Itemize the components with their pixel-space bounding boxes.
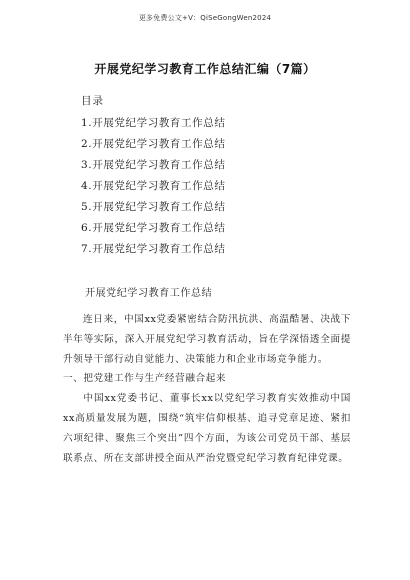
intro-paragraph-text: 连日来，中国xx党委紧密结合防汛抗洪、高温酷暑、决战下半年等实际，深入开展党纪学习教育活动，旨在学深悟透全面提升领导干部行动自觉能力、决策能力和企业市场竞争能力。 [63, 314, 351, 365]
toc-item[interactable] [81, 242, 341, 263]
subheading [63, 369, 351, 389]
toc-item-number: 3. [81, 159, 93, 171]
toc-item-label: 开展党纪学习教育工作总结 [92, 159, 226, 171]
toc-item-label: 开展党纪学习教育工作总结 [92, 243, 226, 255]
toc-item[interactable] [81, 179, 341, 200]
body-paragraph [63, 389, 351, 468]
toc-item[interactable] [81, 137, 341, 158]
table-of-contents [81, 94, 341, 263]
header-note: 更多免费公文+V：QiSeGongWen2024 [138, 14, 272, 22]
intro-paragraph [63, 310, 351, 369]
body-paragraph-text: 中国xx党委书记、董事长xx以党纪学习教育实效推动中国xx高质量发展为题，围绕“筑牢信仰根基、追寻党章足迹、紧扣六项纪律、聚焦三个突出”四个方面，为该公司党员干部、基层联系点、所在支部讲授全面从严治党暨党纪学习教育纪律党课。 [63, 393, 351, 464]
toc-item-label: 开展党纪学习教育工作总结 [92, 222, 226, 234]
toc-item[interactable] [81, 221, 341, 242]
document-body [63, 287, 351, 469]
toc-item[interactable] [81, 200, 341, 221]
toc-item[interactable] [81, 158, 341, 179]
toc-item-label: 开展党纪学习教育工作总结 [92, 117, 226, 129]
toc-item-label: 开展党纪学习教育工作总结 [92, 138, 226, 150]
toc-item-number: 1. [81, 117, 93, 129]
toc-item-label: 开展党纪学习教育工作总结 [92, 180, 226, 192]
toc-item-number: 2. [81, 138, 93, 150]
toc-heading: 目录 [81, 95, 104, 107]
toc-item-number: 4. [81, 180, 93, 192]
toc-item-number: 6. [81, 222, 93, 234]
toc-item-number: 5. [81, 201, 93, 213]
toc-item[interactable] [81, 116, 341, 137]
subheading-text: 一、把党建工作与生产经营融合起来 [63, 373, 227, 385]
toc-item-number: 7. [81, 243, 93, 255]
toc-item-label: 开展党纪学习教育工作总结 [92, 201, 226, 213]
document-title: 开展党纪学习教育工作总结汇编（7篇） [94, 62, 316, 76]
section-title: 开展党纪学习教育工作总结 [85, 288, 213, 299]
